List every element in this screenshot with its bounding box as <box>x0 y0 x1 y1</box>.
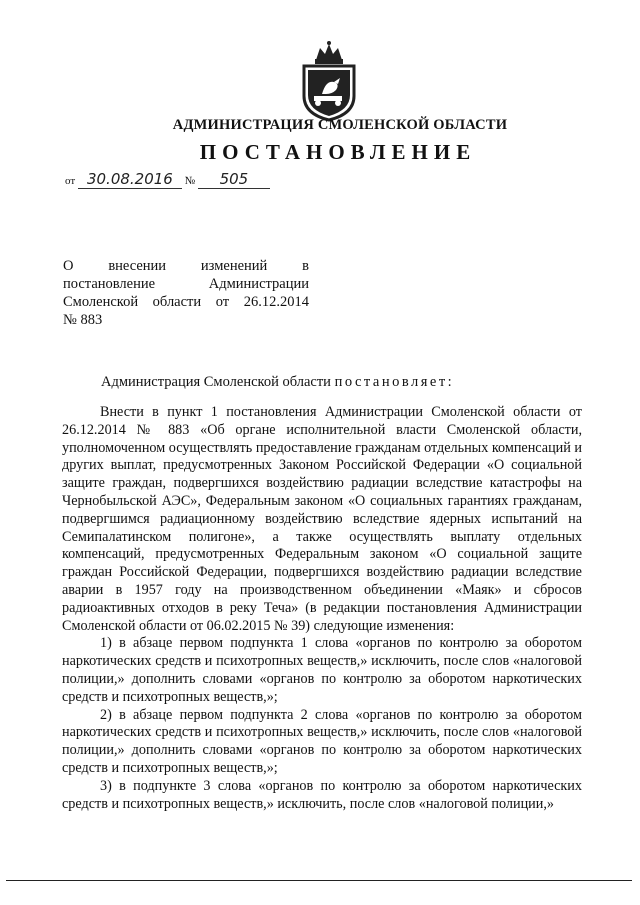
document-subject <box>63 257 309 329</box>
subject-line: постановление Администрации <box>63 276 309 292</box>
body-paragraph: 2) в абзаце первом подпункта 2 слова «органов по контролю за оборотом наркотических средств и психотропных веществ,» исключить, после слов «налоговой полиции,» дополнить словами «органов по контролю за оборотом наркотических средств и психотропных веществ,»; <box>62 706 582 776</box>
document-date: 30.08.2016 <box>78 170 182 189</box>
document-body <box>62 404 582 813</box>
preamble <box>101 374 454 391</box>
subject-line: Смоленской области от 26.12.2014 <box>63 294 309 310</box>
subject-line: О внесении изменений в <box>63 258 309 274</box>
subject-line: № 883 <box>63 312 103 328</box>
date-prefix: от <box>65 175 76 187</box>
body-paragraph: 3) в подпункте 3 слова «органов по контролю за оборотом наркотических средств и психотропных веществ,» исключить, после слов «налоговой полиции,» <box>62 777 582 812</box>
bottom-rule <box>6 880 632 881</box>
organization-name: АДМИНИСТРАЦИЯ СМОЛЕНСКОЙ ОБЛАСТИ <box>172 117 508 133</box>
body-paragraph: Внести в пункт 1 постановления Администрации Смоленской области от 26.12.2014 № 883 «Об органе исполнительной власти Смоленской области, уполномоченном осуществлять предоставление гражданам отдельных компенсаций и других выплат, предусмотренных Законом Российской Федерации «О социальной защите граждан, подвергшихся воздействию радиации вследствие катастрофы на Чернобыльской АЭС», Федеральным законом «О социальных гарантиях гражданам, подвергшимся радиационному воздействию вследствие ядерных испытаний на Семипалатинском полигоне», а также осуществлять выплату отдельных компенсаций, предусмотренных Федеральным законом «О социальной защите граждан Российской Федерации, подвергшихся воздействию радиации вследствие аварии в 1957 году на производственном объединении «Маяк» и сбросов радиоактивных отходов в реку Теча» (в редакции постановления Администрации Смоленской области от 06.02.2015 № 39) следующие изменения: <box>62 404 582 634</box>
smolensk-coat-of-arms-icon <box>296 40 362 122</box>
number-prefix: № <box>184 175 196 187</box>
body-paragraph: 1) в абзаце первом подпункта 1 слова «органов по контролю за оборотом наркотических средств и психотропных веществ,» исключить, после слов «налоговой полиции,» дополнить словами «органов по контролю за оборотом наркотических средств и психотропных веществ,»; <box>62 635 582 705</box>
document-type: ПОСТАНОВЛЕНИЕ <box>199 140 477 164</box>
date-number-line <box>65 170 270 189</box>
preamble-lead: Администрация Смоленской области <box>101 374 335 390</box>
preamble-verb: постановляет: <box>334 374 455 390</box>
document-number: 505 <box>198 170 270 189</box>
